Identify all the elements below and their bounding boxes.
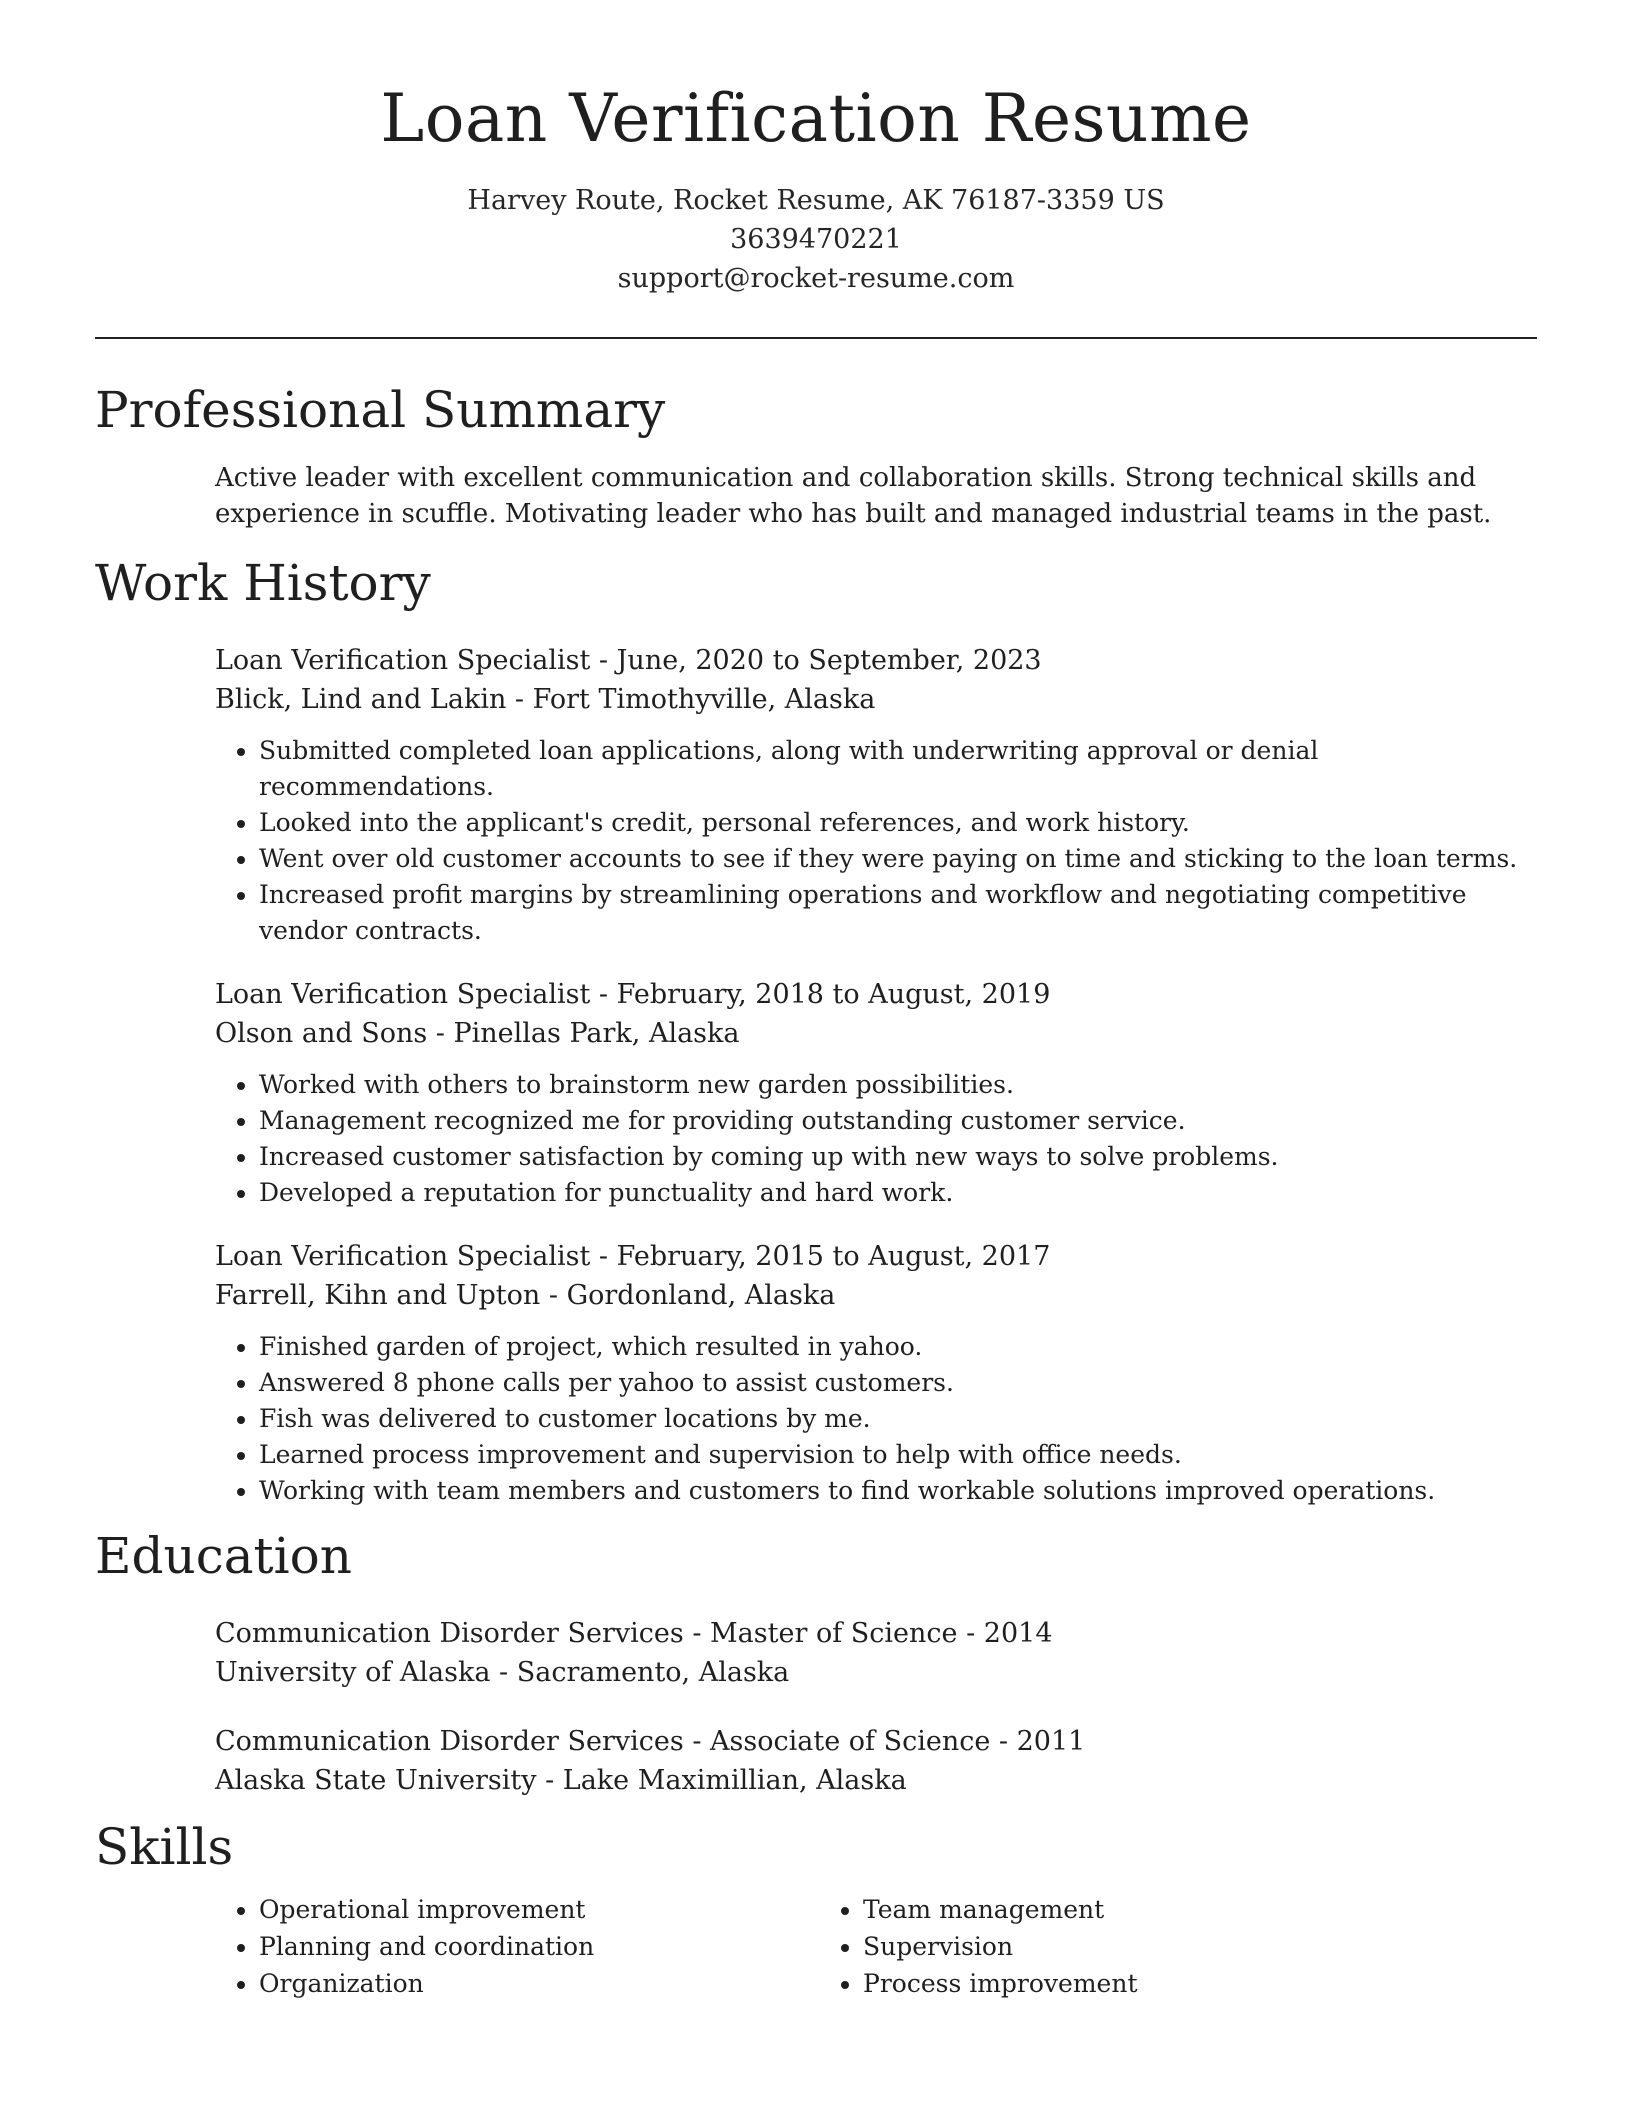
job-duty: • Answered 8 phone calls per yahoo to assist customers. <box>259 1365 1537 1401</box>
job-duties <box>215 733 1537 949</box>
job-duty: • Learned process improvement and supervision to help with office needs. <box>259 1437 1537 1473</box>
job-duty: • Working with team members and customers to find workable solutions improved operations. <box>259 1473 1537 1509</box>
job-duties <box>215 1067 1537 1211</box>
job-duty: • Management recognized me for providing outstanding customer service. <box>259 1103 1537 1139</box>
job-duty: • Worked with others to brainstorm new garden possibilities. <box>259 1067 1537 1103</box>
summary-heading: Professional Summary <box>95 381 666 440</box>
education-entry <box>215 1722 1537 1800</box>
job-entry <box>215 641 1537 949</box>
skill-item: • Planning and coordination <box>259 1928 819 1965</box>
job-company-location: Blick, Lind and Lakin - Fort Timothyville, Alaska <box>215 684 876 716</box>
skill-item: • Operational improvement <box>259 1891 819 1928</box>
job-duty: • Increased customer satisfaction by coming up with new ways to solve problems. <box>259 1139 1537 1175</box>
skills-section <box>95 1820 1537 2002</box>
school-line: Alaska State University - Lake Maximillian, Alaska <box>215 1765 907 1797</box>
job-duty: • Looked into the applicant's credit, personal references, and work history. <box>259 805 1537 841</box>
summary-section <box>95 383 1537 532</box>
school-line: University of Alaska - Sacramento, Alaska <box>215 1657 790 1689</box>
degree-line: Communication Disorder Services - Master of Science - 2014 <box>215 1618 1053 1650</box>
skill-item: • Team management <box>863 1891 1423 1928</box>
summary-text: Active leader with excellent communication and collaboration skills. Strong technical skills and experience in scuffle. Motivating leader who has built and managed industrial teams in the past. <box>215 463 1492 530</box>
job-duty: • Fish was delivered to customer locations by me. <box>259 1401 1537 1437</box>
contact-email: support@rocket-resume.com <box>617 263 1015 295</box>
contact-phone: 3639470221 <box>730 224 902 256</box>
job-entry <box>215 1237 1537 1509</box>
skill-item: • Process improvement <box>863 1965 1423 2002</box>
skill-item: • Organization <box>259 1965 819 2002</box>
work-history-section <box>95 556 1537 1509</box>
education-heading: Education <box>95 1527 352 1586</box>
job-company-location: Farrell, Kihn and Upton - Gordonland, Alaska <box>215 1280 836 1312</box>
job-company-location: Olson and Sons - Pinellas Park, Alaska <box>215 1018 740 1050</box>
skills-column-left <box>215 1891 819 2002</box>
job-entry <box>215 975 1537 1211</box>
contact-address: Harvey Route, Rocket Resume, AK 76187-3359 US <box>467 185 1165 217</box>
work-history-heading: Work History <box>95 554 431 613</box>
job-duty: • Increased profit margins by streamlining operations and workflow and negotiating competitive vendor contracts. <box>259 877 1537 949</box>
skills-column-right <box>819 1891 1423 2002</box>
resume-title: Loan Verification Resume <box>380 80 1252 157</box>
job-duty: • Finished garden of project, which resulted in yahoo. <box>259 1329 1537 1365</box>
job-title-dates: Loan Verification Specialist - February, 2018 to August, 2019 <box>215 979 1051 1011</box>
skills-heading: Skills <box>95 1818 234 1877</box>
skills-grid <box>215 1891 1537 2002</box>
skill-item: • Supervision <box>863 1928 1423 1965</box>
job-list <box>215 641 1537 1509</box>
job-duty: • Submitted completed loan applications, along with underwriting approval or denial recommendations. <box>259 733 1537 805</box>
education-list <box>215 1614 1537 1800</box>
job-title-dates: Loan Verification Specialist - February, 2015 to August, 2017 <box>215 1241 1051 1273</box>
job-duties <box>215 1329 1537 1509</box>
job-title-dates: Loan Verification Specialist - June, 2020 to September, 2023 <box>215 645 1042 677</box>
job-duty: • Developed a reputation for punctuality and hard work. <box>259 1175 1537 1211</box>
degree-line: Communication Disorder Services - Associate of Science - 2011 <box>215 1726 1086 1758</box>
job-duty: • Went over old customer accounts to see if they were paying on time and sticking to the loan terms. <box>259 841 1537 877</box>
education-entry <box>215 1614 1537 1692</box>
education-section <box>95 1529 1537 1800</box>
header-divider <box>95 337 1537 339</box>
resume-header <box>95 0 1537 298</box>
